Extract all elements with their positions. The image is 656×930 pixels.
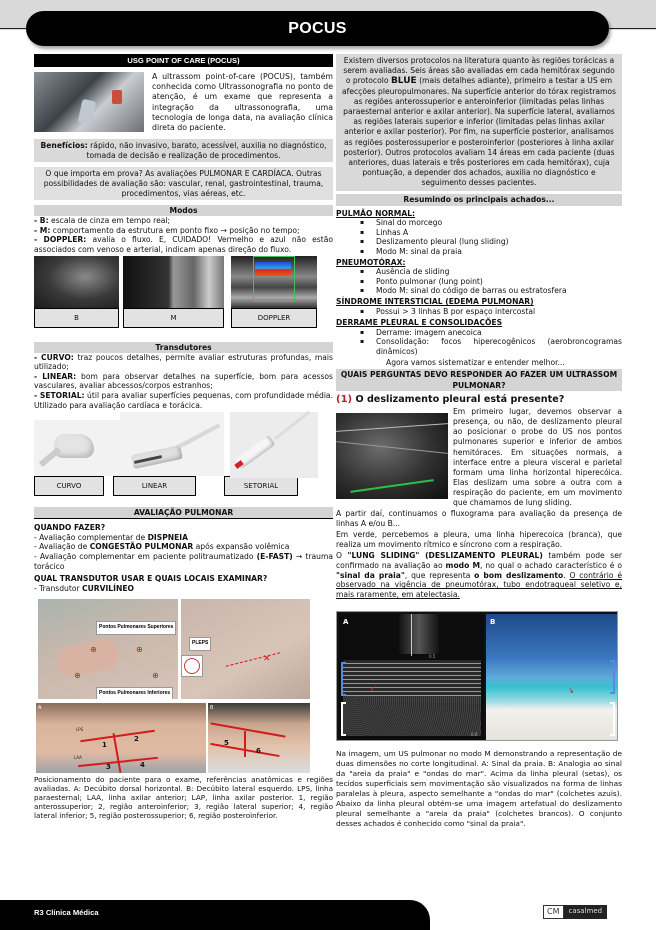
when-item-2-bold: CONGESTÃO PULMONAR — [89, 542, 194, 552]
transducer-curved — [34, 353, 333, 372]
crosshair-icon: ⊕ — [152, 671, 159, 681]
label-linear: LINEAR — [113, 476, 196, 496]
question-1-text-body: Em primeiro lugar, devemos observar a presença, ou não, de deslizamento pleural ao posicionar o probe do US nos pontos pulmonares superior e inferior de ambos hemitóraces. Em situações normais, a interface entre a pleura visceral e parietal formam uma linha horizontal hiperecóica. Elas deslizam uma sobre a outra com a respiração do paciente, em um movimento que chamamos de lung sliding. — [453, 407, 622, 507]
transducer-linear — [34, 372, 333, 391]
bold-text: "LUNG SLIDING" (DESLIZAMENTO PLEURAL) — [347, 551, 543, 561]
x-mark-icon: ✕ — [263, 654, 271, 665]
mode-m — [34, 226, 333, 236]
panel-b-image — [208, 703, 310, 773]
region-1-label: 1 — [102, 741, 107, 750]
pleural-sliding-us-image — [336, 413, 448, 499]
when-to-do — [34, 523, 333, 593]
question-1-text: O deslizamento pleural está presente? — [352, 394, 565, 406]
transducer-sector-label: - SETORIAL: — [34, 390, 85, 400]
when-title: QUANDO FAZER? — [34, 523, 106, 533]
footer-course: R3 Clínica Médica — [34, 908, 99, 917]
tag-inferior-points: Pontos Pulmonares Inferiores — [96, 687, 173, 699]
group-pneumothorax-title: PNEUMOTÓRAX: — [336, 257, 406, 267]
transducer-curved-label: - CURVO: — [34, 352, 74, 362]
section-header-summary: Resumindo os principais achados... — [336, 194, 622, 206]
when-item-1 — [34, 533, 333, 543]
where-bold: CURVILÍNEO — [82, 583, 134, 593]
crosshair-icon: ⊕ — [74, 671, 81, 681]
benefits-box — [34, 139, 333, 162]
region-4-label: 4 — [140, 761, 145, 770]
when-item-1-bold: DISPNEIA — [147, 532, 189, 542]
paragraph-green: Em verde, percebemos a pleura, uma linha hiperecoica (branca), que realiza um movimento rítmico e síncrono com a respiração. — [336, 530, 622, 549]
sector-probe-image — [230, 412, 318, 478]
where-item — [34, 584, 333, 594]
page-title: POCUS — [26, 11, 609, 46]
blue-bracket — [610, 660, 615, 694]
when-item-1-text: - Avaliação complementar de — [34, 532, 148, 542]
benefits-text: rápido, não invasivo, barato, acessível, auxilia no diagnóstico, tomada de decisão e realização de procedimentos. — [86, 141, 327, 160]
group-effusion-list — [336, 328, 622, 357]
panel-b-label: B — [210, 705, 214, 712]
curved-probe-image — [34, 420, 120, 476]
intro-text: A ultrassom point-of-care (POCUS), também conhecida como Ultrassonografia no ponto de atenção, é um exame que representa a integração da ultrassonografia, uma tecnologia de longa data, na avaliação clínica direta do paciente. — [152, 72, 333, 133]
white-bracket — [341, 702, 346, 736]
paragraph-flow: A partir daí, continuamos o fluxograma para avaliação da presença de linhas A e/ou B... — [336, 509, 622, 528]
question-1-block — [336, 407, 622, 508]
mode-doppler-text: avalia o fluxo. E, CUIDADO! Vermelho e azul não estão associados com venoso e arterial, indicam apenas direção do fluxo. — [34, 235, 333, 254]
text: , no qual o achado característico é o — [480, 561, 623, 571]
transducer-linear-text: bom para observar detalhes na superfície, bom para acessos vasculares, avaliar abcessos/corpos estranhos; — [34, 371, 334, 391]
mode-doppler — [34, 235, 333, 254]
panel-a-label: A — [343, 618, 349, 627]
label-doppler: DOPPLER — [231, 308, 317, 328]
linear-probe-image — [120, 412, 224, 476]
benefits-label: Benefícios: — [40, 141, 88, 151]
transducer-sector-text: útil para avaliar superfícies pequenas, com profundidade média. Utilizado para avaliação cardíaca e torácica. — [34, 390, 334, 410]
region-3-label: 3 — [106, 763, 111, 772]
group-effusion-title: DERRAME PLEURAL E CONSOLIDAÇÕES — [336, 318, 503, 328]
region-2-label: 2 — [134, 735, 139, 744]
summary-groups — [336, 209, 622, 368]
text: O — [336, 551, 348, 561]
label-curved: CURVO — [34, 476, 104, 496]
beach-photo-panel — [486, 614, 617, 740]
figure-caption-right: Na imagem, um US pulmonar no modo M demonstrando a representação de duas dimensões no corte longitudinal. A: Sinal da praia. B: Analogia ao sinal da "areia da praia" e "ondas do mar". Acima da linha pleural (setas), os tecidos superficiais sem movimentação são visualizados na forma de linhas paralelas à pleura, aspecto semelhante a "ondas do mar" (colchetes azuis). Abaixo da linha pleural obtém-se uma imagem artefatual do deslizamento pleural semelhante a "areia da praia" (colchetes brancos). O conjunto desses achados é conhecido como "sinal da praia". — [336, 749, 622, 829]
panel-b-label: B — [490, 618, 496, 627]
tag-pleps: PLEPS — [189, 637, 211, 651]
scale-label: 0.5 — [429, 654, 436, 660]
group-pneumothorax-list — [336, 267, 622, 296]
bold-text: "sinal da praia" — [336, 570, 405, 580]
list-item: ▪ Ponto pulmonar (lung point) — [336, 277, 622, 287]
mode-m-label: - M: — [34, 225, 51, 235]
where-text: - Transdutor — [34, 583, 83, 593]
laa-label: LAA — [74, 755, 82, 761]
list-item: ▪ Deslizamento pleural (lung sliding) — [336, 237, 622, 247]
underlined-text: O contrário é observado na vigência de pneumotórax, tubo endotraqueal seletivo e, mais raramente, em atelectasia. — [336, 570, 622, 599]
when-item-3-post: → trauma torácico — [34, 551, 333, 571]
when-item-2 — [34, 542, 333, 552]
transducer-linear-label: - LINEAR: — [34, 371, 77, 381]
scale-label: 0.0 — [471, 732, 478, 738]
section-header-pulmonary: AVALIAÇÃO PULMONAR — [34, 507, 333, 519]
pleura-green-line — [350, 479, 433, 492]
transducer-images — [34, 412, 333, 476]
brand-logo — [543, 905, 607, 919]
question-1-title — [336, 393, 622, 406]
crosshair-icon: ⊕ — [90, 645, 97, 655]
when-item-2-post: após expansão volêmica — [193, 542, 290, 552]
tag-superior-points: Pontos Pulmonares Superiores — [96, 621, 176, 635]
transducer-labels — [34, 476, 333, 496]
when-item-2-text: - Avaliação de — [34, 542, 90, 552]
label-b: B — [34, 308, 119, 328]
when-item-3-bold: (E-FAST) — [256, 551, 293, 561]
mode-m-image — [123, 256, 224, 308]
modes-labels — [34, 308, 333, 328]
list-item: ▪ Ausência de sliding — [336, 267, 622, 277]
crosshair-icon: ⊕ — [136, 645, 143, 655]
paragraph-lung-sliding — [336, 551, 622, 599]
region-6-label: 6 — [256, 747, 261, 756]
summary-closing: Agora vamos sistematizar e entender melhor... — [386, 357, 565, 367]
text: também pode ser confirmado na avaliação ao — [336, 551, 622, 571]
anterior-points-image — [38, 599, 178, 699]
list-item: ▪ Consolidação: focos hiperecogênicos (aerobroncogramas dinâmicos) — [336, 337, 622, 356]
label-m: M — [123, 308, 224, 328]
red-arrow-icon: ↓ — [566, 685, 577, 697]
list-item: ▪ Possui > 3 linhas B por espaço intercostal — [336, 307, 622, 317]
intro-block — [34, 72, 333, 133]
lung-points-figure — [34, 599, 306, 771]
mode-b-label: - B: — [34, 216, 49, 226]
right-column — [336, 54, 622, 829]
transducer-sector — [34, 391, 333, 410]
m-mode-panel — [339, 614, 484, 740]
group-interstitial-list — [336, 307, 622, 317]
section-header-pocus: USG POINT OF CARE (POCUS) — [34, 54, 333, 67]
bold-text: modo M — [445, 561, 481, 571]
white-bracket — [610, 702, 615, 736]
modes-list — [34, 216, 333, 254]
when-item-3-text: - Avaliação complementar em paciente politraumatizado — [34, 551, 257, 561]
bold-text: o bom deslizamento — [474, 570, 564, 580]
region-5-label: 5 — [224, 739, 229, 748]
panel-a-label: A — [38, 705, 42, 712]
mode-doppler-image — [231, 256, 317, 308]
left-column — [34, 54, 333, 820]
list-item: ▪ Modo M: sinal do código de barras ou estratosfera — [336, 286, 622, 296]
lps-label: LPS — [76, 727, 84, 733]
beach-sign-figure — [336, 611, 618, 741]
list-item: ▪ Linhas A — [336, 228, 622, 238]
where-title: QUAL TRANSDUTOR USAR E QUAIS LOCAIS EXAMINAR? — [34, 574, 268, 584]
group-interstitial-title: SÍNDROME INTERSTICIAL (EDEMA PULMONAR) — [336, 296, 534, 306]
footer-bar — [0, 900, 430, 930]
protocols-box — [336, 54, 622, 191]
figure-caption-left: Posicionamento do paciente para o exame, referências anatômicas e regiões avaliadas. A: Decúbito dorsal horizontal. B: Decúbito lateral esquerdo. LPS, linha paraesternal; LAA, linha axilar anterior; LAP, linha axilar posterior. 1, região anterossuperior; 2, região anteroinferior; 3, região lateral superior; 4, região lateral inferior; 5, região posterossuperior; 6, região posteroinferior. — [34, 775, 333, 821]
label-sector: SETORIAL — [224, 476, 298, 496]
red-arrow-icon: ↓ — [367, 683, 379, 695]
list-item: ▪ Derrame: imagem anecoica — [336, 328, 622, 338]
blue-bracket — [341, 662, 346, 696]
mode-b — [34, 216, 333, 226]
list-item: ▪ Modo M: sinal da praia — [336, 247, 622, 257]
logo-text: casalmed — [564, 905, 608, 919]
list-item: ▪ Sinal do morcego — [336, 218, 622, 228]
mode-b-image — [34, 256, 119, 308]
text: , que representa — [404, 570, 475, 580]
transducer-curved-text: traz poucos detalhes, permite avaliar estruturas profundas, mais utilizado; — [34, 352, 333, 372]
protocols-text: Existem diversos protocolos na literatura quanto às regiões torácicas a serem avaliadas. Seis áreas são avaliadas em cada hemitórax segundo o protocolo — [343, 56, 615, 86]
mode-m-text: comportamento da estrutura em ponto fixo → posição no tempo; — [50, 225, 300, 235]
pleps-image — [181, 599, 310, 699]
section-header-questions: QUAIS PERGUNTAS DEVO RESPONDER AO FAZER UM ULTRASSOM PULMONAR? — [336, 369, 622, 391]
mode-doppler-label: - DOPPLER: — [34, 235, 87, 245]
section-header-transducers: Transdutores — [34, 342, 333, 353]
text: . — [563, 570, 570, 580]
ultrasound-machine-image — [34, 72, 144, 132]
group-normal-title: PULMÃO NORMAL: — [336, 208, 416, 218]
panel-a-image — [36, 703, 206, 773]
question-1-number: (1) — [336, 394, 353, 406]
mode-b-text: escala de cinza em tempo real; — [48, 216, 171, 226]
modes-images — [34, 256, 333, 308]
exam-note-box: O que importa em prova? As avaliações PULMONAR E CARDÍACA. Outras possibilidades de avaliação são: vascular, renal, gastrointestinal, trauma, procedimentos, vias aéreas, etc. — [34, 167, 333, 200]
transducers-list — [34, 353, 333, 411]
when-item-3 — [34, 552, 333, 571]
group-normal-list — [336, 218, 622, 256]
protocol-blue: BLUE — [390, 76, 417, 87]
protocols-text-cont: (mais detalhes adiante), primeiro a testar a US em afecções pleuropulmonares. Na superfície anterior do tórax registramos as regiões anterossuperior e anteroinferior (limitadas pelas linhas paraesternal anterior e axilar anterior). Na superfície lateral, avaliamos as regiões laterais superior e inferior (limitadas pelas linhas axilar anterior e axilar posterior). Por fim, na superfície posterior, analisamos as regiões posterossuperior e posteroinferior (posteriores à linha axilar posterior). Outros protocolos avaliam 14 áreas em cada paciente (duas anteriores, duas laterais e três posteriores em cada hemitórax), cuja pontuação, a depender dos achados, auxilia no diagnóstico e seguimento desses pacientes. — [342, 76, 616, 188]
logo-mark: CM — [543, 905, 564, 919]
section-header-modes: Modos — [34, 205, 333, 216]
